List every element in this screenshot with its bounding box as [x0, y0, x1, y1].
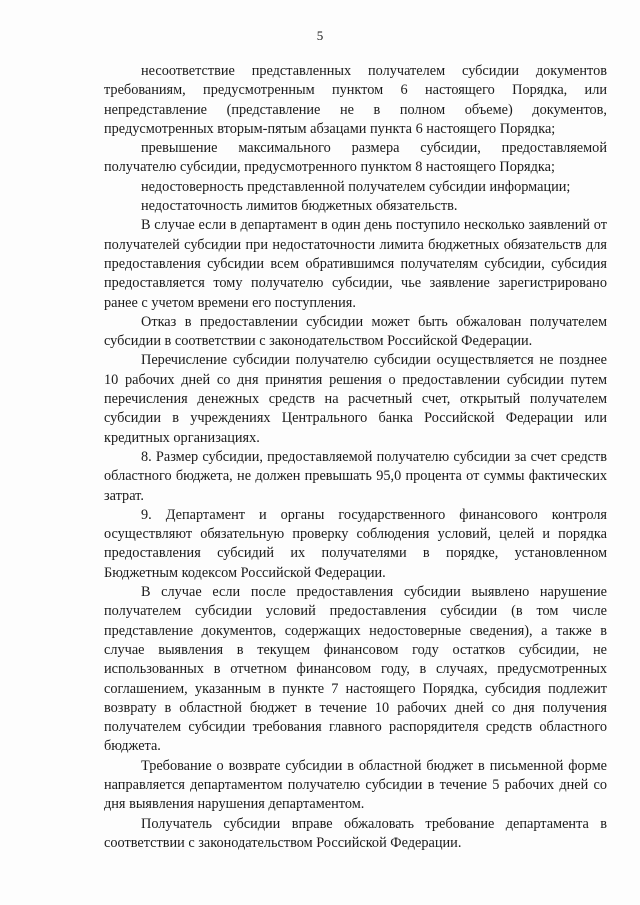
document-body: [104, 62, 607, 853]
paragraph-same-day-applications: В случае если в департамент в один день поступило несколько заявлений от получателей субсидии при недостаточности лимита бюджетных обязательств для предоставления субсидии всем обратившимся получателям субсидии, субсидия предоставляется тому получателю субсидии, чье заявление зарегистрировано ранее с учетом времени его поступления.: [104, 217, 607, 311]
paragraph-nonconformity: несоответствие представленных получателем субсидии документов требованиям, предусмотренным пунктом 6 настоящего Порядка, или непредставление (представление не в полном объеме) документов, предусмотренных вторым-пятым абзацами пункта 6 настоящего Порядка;: [104, 63, 607, 137]
page-number: 5: [316, 28, 324, 43]
paragraph-max-size-exceeded: превышение максимального размера субсидии, предоставляемой получателю субсидии, предусмотренного пунктом 8 настоящего Порядка;: [104, 140, 607, 176]
paragraph-unreliable-info: недостоверность представленной получателем субсидии информации;: [141, 178, 571, 195]
paragraph-violation-refund: В случае если после предоставления субсидии выявлено нарушение получателем субсидии условий предоставления субсидии (в том числе представление документов, содержащих недостоверные сведения), а также в случае выявления в текущем финансовом году остатков субсидии, не использованных в отчетном финансовом году, в случаях, предусмотренных соглашением, указанным в пункте 7 настоящего Порядка, субсидия подлежит возврату в областной бюджет в течение 10 рабочих дней со дня получения получателем субсидии требования главного распорядителя средств областного бюджета.: [104, 584, 607, 755]
paragraph-demand-appeal: Получатель субсидии вправе обжаловать требование департамента в соответствии с законодательством Российской Федерации.: [104, 815, 607, 851]
paragraph-refund-demand: Требование о возврате субсидии в областной бюджет в письменной форме направляется департаментом получателю субсидии в течение 5 рабочих дней со дня выявления нарушения департаментом.: [104, 757, 607, 813]
paragraph-item-8-subsidy-size: 8. Размер субсидии, предоставляемой получателю субсидии за счет средств областного бюджета, не должен превышать 95,0 процента от суммы фактических затрат.: [104, 448, 607, 504]
paragraph-item-9-control: 9. Департамент и органы государственного финансового контроля осуществляют обязательную проверку соблюдения условий, целей и порядка предоставления субсидий их получателями в порядке, установленном Бюджетным кодексом Российской Федерации.: [104, 506, 607, 581]
paragraph-refusal-appeal: Отказ в предоставлении субсидии может быть обжалован получателем субсидии в соответствии с законодательством Российской Федерации.: [104, 313, 607, 350]
paragraph-transfer-terms: Перечисление субсидии получателю субсидии осуществляется не позднее 10 рабочих дней со дня принятия решения о предоставлении субсидии путем перечисления денежных средств на расчетный счет, открытый получателем субсидии в учреждениях Центрального банка Российской Федерации или кредитных организациях.: [104, 352, 607, 446]
paragraph-insufficient-limits: недостаточность лимитов бюджетных обязательств.: [141, 198, 458, 215]
